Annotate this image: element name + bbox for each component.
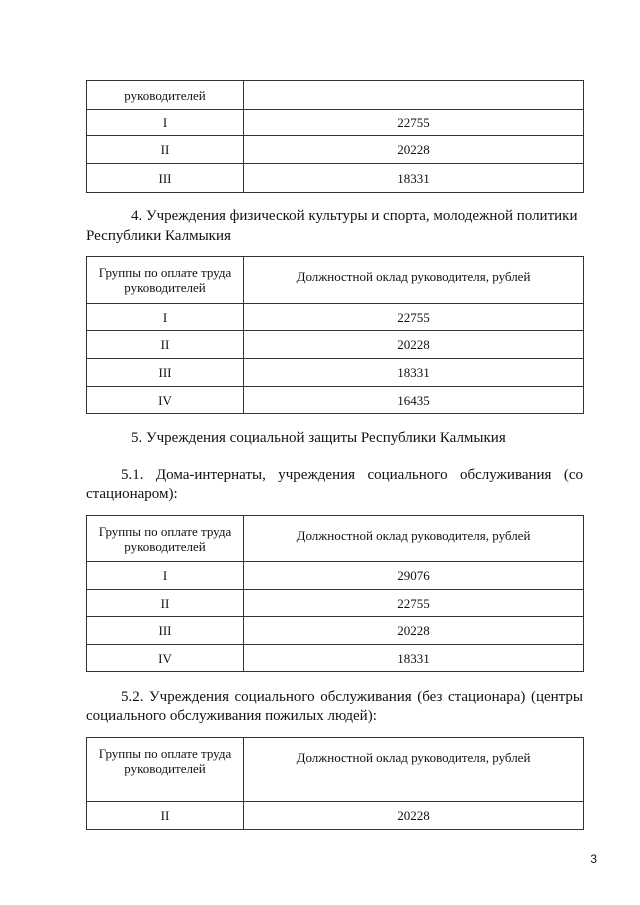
section-5-heading: 5. Учреждения социальной защиты Республики Калмыкия <box>131 430 506 446</box>
salary-cell: 29076 <box>244 562 584 590</box>
table-section-4 <box>86 256 584 414</box>
salary-cell: 18331 <box>244 164 584 193</box>
salary-cell: 22755 <box>244 590 584 617</box>
header-col-salary: Должностной оклад руководителя, рублей <box>244 257 584 304</box>
section-5-2-heading-line-2: социального обслуживания пожилых людей): <box>86 708 377 724</box>
page-number: 3 <box>590 852 597 866</box>
salary-cell: 20228 <box>244 802 584 830</box>
section-4-heading-line-1: 4. Учреждения физической культуры и спорта, молодежной политики <box>131 208 578 224</box>
group-cell: II <box>87 136 244 164</box>
table-row <box>87 802 584 830</box>
header-col-salary: Должностной оклад руководителя, рублей <box>244 516 584 562</box>
salary-cell: 18331 <box>244 645 584 672</box>
table-row <box>87 164 584 193</box>
group-cell: IV <box>87 645 244 672</box>
table-section-5-1 <box>86 515 584 672</box>
header-col-group: руководителей <box>87 81 244 110</box>
group-cell: II <box>87 802 244 830</box>
section-5-1-heading-line-2: стационаром): <box>86 486 178 502</box>
group-cell: III <box>87 359 244 387</box>
header-col-salary: Должностной оклад руководителя, рублей <box>244 738 584 802</box>
group-cell: I <box>87 110 244 136</box>
group-cell: III <box>87 164 244 193</box>
salary-cell: 20228 <box>244 331 584 359</box>
header-col-group: Группы по оплате труда руководителей <box>87 516 244 562</box>
table-header-row <box>87 257 584 304</box>
table-row <box>87 110 584 136</box>
section-5-1-heading-line-1: 5.1. Дома-интернаты, учреждения социального обслуживания (со <box>121 467 583 483</box>
table-section-5-2 <box>86 737 584 830</box>
salary-cell: 20228 <box>244 617 584 645</box>
salary-cell: 16435 <box>244 387 584 414</box>
table-row <box>87 562 584 590</box>
salary-cell: 22755 <box>244 110 584 136</box>
section-5-2-heading-line-1: 5.2. Учреждения социального обслуживания (без стационара) (центры <box>121 689 583 705</box>
table-row <box>87 387 584 414</box>
table-header-row <box>87 738 584 802</box>
header-col-group: Группы по оплате труда руководителей <box>87 257 244 304</box>
header-col-group: Группы по оплате труда руководителей <box>87 738 244 802</box>
table-row <box>87 359 584 387</box>
table-row <box>87 617 584 645</box>
salary-cell: 18331 <box>244 359 584 387</box>
group-cell: II <box>87 331 244 359</box>
table-row <box>87 304 584 331</box>
table-row <box>87 590 584 617</box>
table-continuation <box>86 80 584 193</box>
table-row <box>87 136 584 164</box>
table-row <box>87 331 584 359</box>
table-row <box>87 645 584 672</box>
table-header-row <box>87 516 584 562</box>
salary-cell: 20228 <box>244 136 584 164</box>
group-cell: II <box>87 590 244 617</box>
group-cell: IV <box>87 387 244 414</box>
group-cell: I <box>87 562 244 590</box>
header-col-salary <box>244 81 584 110</box>
group-cell: I <box>87 304 244 331</box>
section-4-heading-line-2: Республики Калмыкия <box>86 228 231 244</box>
table-header-row <box>87 81 584 110</box>
group-cell: III <box>87 617 244 645</box>
salary-cell: 22755 <box>244 304 584 331</box>
